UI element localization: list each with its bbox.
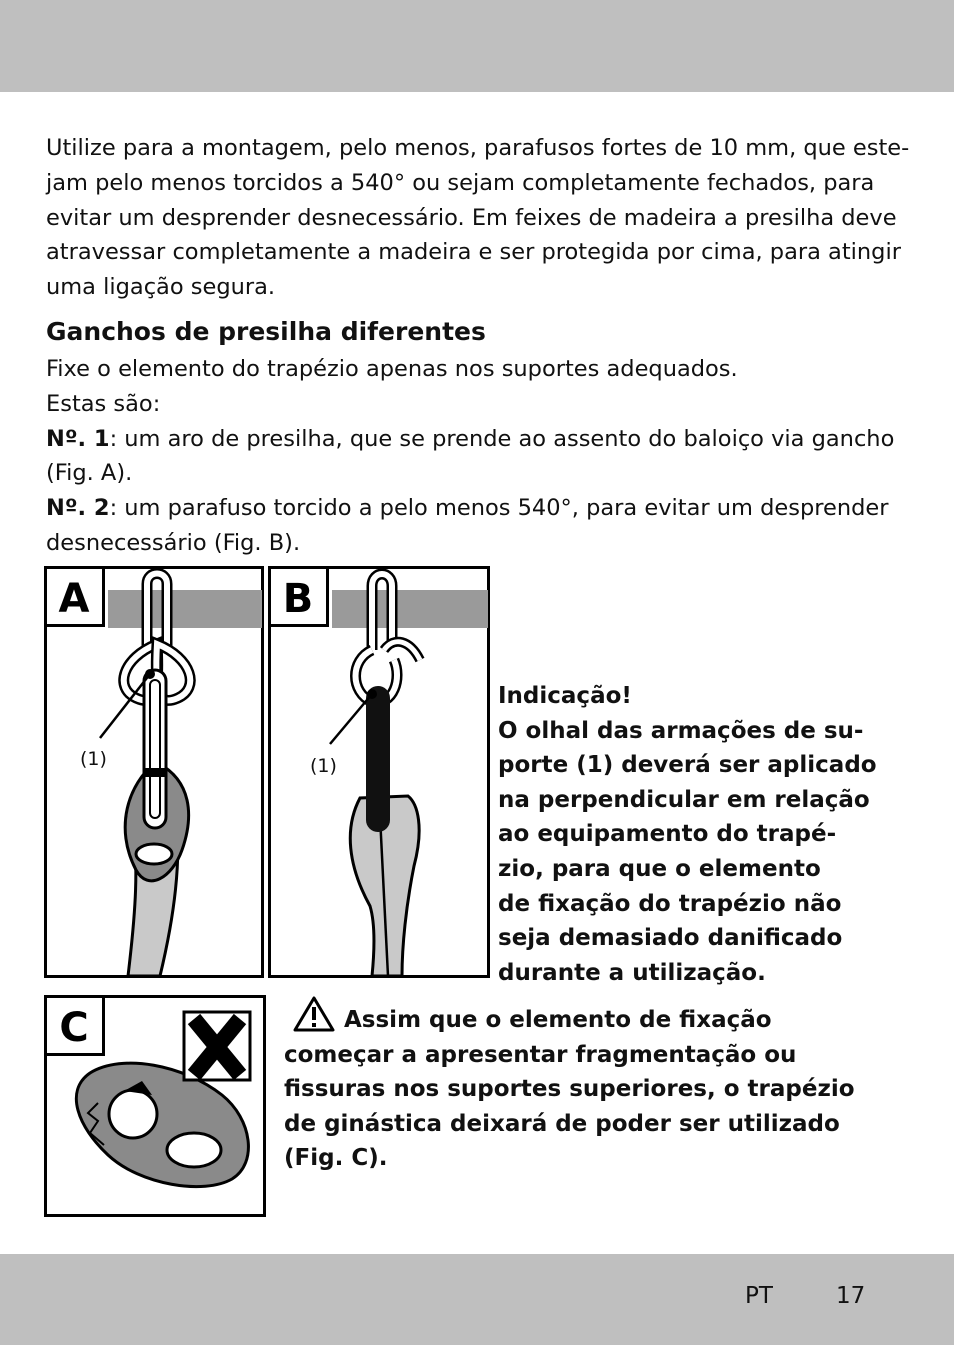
- intro-line: evitar um desprender desnecessário. Em feixes de madeira a presilha deve: [46, 204, 897, 231]
- note-line: de fixação do trapézio não: [498, 890, 842, 917]
- figure-b-callout: (1): [310, 755, 337, 777]
- note-box: [498, 679, 918, 990]
- header-band: [0, 0, 954, 92]
- warning-line: começar a apresentar fragmentação ou: [284, 1041, 797, 1068]
- intro-line: Utilize para a montagem, pelo menos, parafusos fortes de 10 mm, que este-: [46, 135, 910, 161]
- item-1-cont: (Fig. A).: [46, 460, 133, 487]
- figure-c: [44, 995, 268, 1219]
- figure-b-letter: B: [282, 576, 314, 622]
- item-1-label: Nº. 1: [46, 425, 110, 452]
- item-1-text: : um aro de presilha, que se prende ao assento do baloiço via gancho: [109, 425, 895, 452]
- warning-triangle-icon: [292, 995, 336, 1033]
- warning-line: (Fig. C).: [284, 1145, 388, 1172]
- figure-c-letter: C: [59, 1005, 89, 1051]
- figure-a-letter: A: [58, 576, 90, 622]
- note-line: porte (1) deverá ser aplicado: [498, 752, 877, 779]
- warning-box: [284, 1003, 924, 1176]
- note-line: na perpendicular em relação: [498, 786, 870, 813]
- warning-line: Assim que o elemento de fixação: [344, 1007, 772, 1033]
- note-line: seja demasiado danificado: [498, 925, 843, 952]
- item-2-label: Nº. 2: [46, 495, 110, 522]
- footer-language: PT: [745, 1283, 773, 1309]
- intro-paragraph: [46, 131, 910, 305]
- warning-line-first: [284, 1003, 924, 1038]
- section-body: [46, 352, 906, 561]
- section-line: Estas são:: [46, 390, 161, 417]
- section-line: Fixe o elemento do trapézio apenas nos suportes adequados.: [46, 356, 738, 382]
- note-line: Indicação!: [498, 683, 632, 709]
- figure-b: [268, 566, 492, 980]
- note-line: O olhal das armações de su-: [498, 717, 864, 744]
- note-line: ao equipamento do trapé-: [498, 821, 837, 848]
- figure-a-callout: (1): [80, 748, 107, 770]
- warning-line: fissuras nos suportes superiores, o trapézio: [284, 1076, 855, 1103]
- note-line: durante a utilização.: [498, 959, 766, 986]
- note-line: zio, para que o elemento: [498, 855, 821, 882]
- intro-line: jam pelo menos torcidos a 540° ou sejam completamente fechados, para: [46, 169, 875, 196]
- item-2-text: : um parafuso torcido a pelo menos 540°, para evitar um desprender: [109, 495, 889, 522]
- footer-band: [0, 1254, 954, 1345]
- intro-line: atravessar completamente a madeira e ser protegida por cima, para atingir: [46, 239, 901, 266]
- figure-a: [44, 566, 266, 980]
- cross-icon: [184, 1012, 250, 1080]
- page-number: 17: [836, 1283, 866, 1309]
- intro-line: uma ligação segura.: [46, 274, 276, 301]
- item-1: [46, 422, 906, 457]
- item-2-cont: desnecessário (Fig. B).: [46, 529, 301, 556]
- item-2: [46, 491, 906, 526]
- warning-line: de ginástica deixará de poder ser utilizado: [284, 1110, 840, 1137]
- section-heading: Ganchos de presilha diferentes: [46, 317, 486, 346]
